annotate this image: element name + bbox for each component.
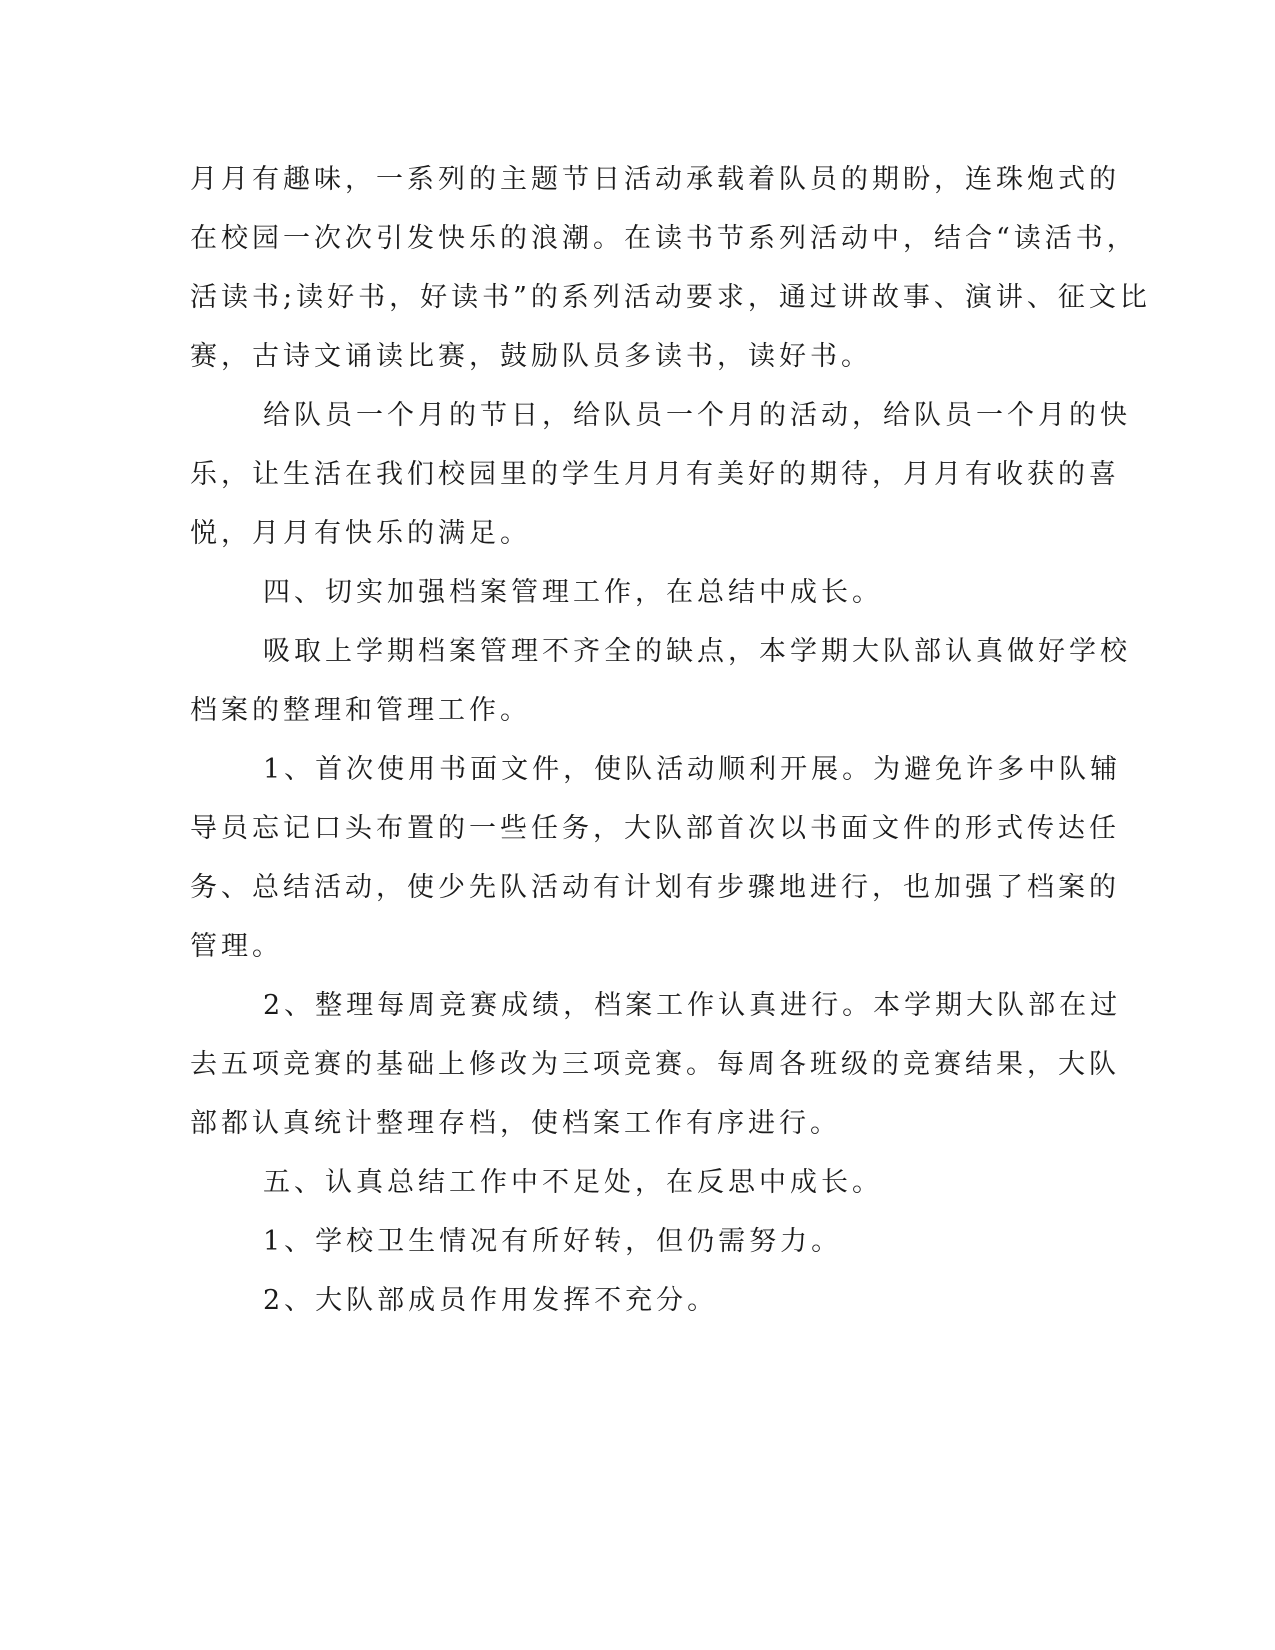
text-line: 在校园一次次引发快乐的浪潮。在读书节系列活动中，结合“读活书， [190, 223, 1138, 254]
text-line: 活读书;读好书，好读书”的系列活动要求，通过讲故事、演讲、征文比 [190, 282, 1151, 313]
text-line: 吸取上学期档案管理不齐全的缺点，本学期大队部认真做好学校 [263, 636, 1131, 667]
text-line: 给队员一个月的节日，给队员一个月的活动，给队员一个月的快 [263, 400, 1131, 431]
text-line: 乐，让生活在我们校园里的学生月月有美好的期待，月月有收获的喜 [190, 459, 1120, 490]
text-line: 2、整理每周竞赛成绩，档案工作认真进行。本学期大队部在过 [263, 990, 1122, 1021]
section-heading: 五、认真总结工作中不足处，在反思中成长。 [263, 1167, 883, 1198]
text-line: 去五项竞赛的基础上修改为三项竞赛。每周各班级的竞赛结果，大队 [190, 1049, 1120, 1080]
text-line: 务、总结活动，使少先队活动有计划有步骤地进行，也加强了档案的 [190, 872, 1120, 903]
text-line: 1、学校卫生情况有所好转，但仍需努力。 [263, 1226, 843, 1257]
text-line: 部都认真统计整理存档，使档案工作有序进行。 [190, 1108, 841, 1139]
text-line: 档案的整理和管理工作。 [190, 695, 531, 726]
text-line: 1、首次使用书面文件，使队活动顺利开展。为避免许多中队辅 [263, 754, 1122, 785]
text-line: 月月有趣味，一系列的主题节日活动承载着队员的期盼，连珠炮式的 [190, 164, 1120, 195]
text-line: 悦，月月有快乐的满足。 [190, 518, 531, 549]
text-line: 2、大队部成员作用发挥不充分。 [263, 1285, 719, 1316]
text-line: 导员忘记口头布置的一些任务，大队部首次以书面文件的形式传达任 [190, 813, 1120, 844]
text-line: 管理。 [190, 931, 283, 962]
section-heading: 四、切实加强档案管理工作，在总结中成长。 [263, 577, 883, 608]
text-line: 赛，古诗文诵读比赛，鼓励队员多读书，读好书。 [190, 341, 872, 372]
